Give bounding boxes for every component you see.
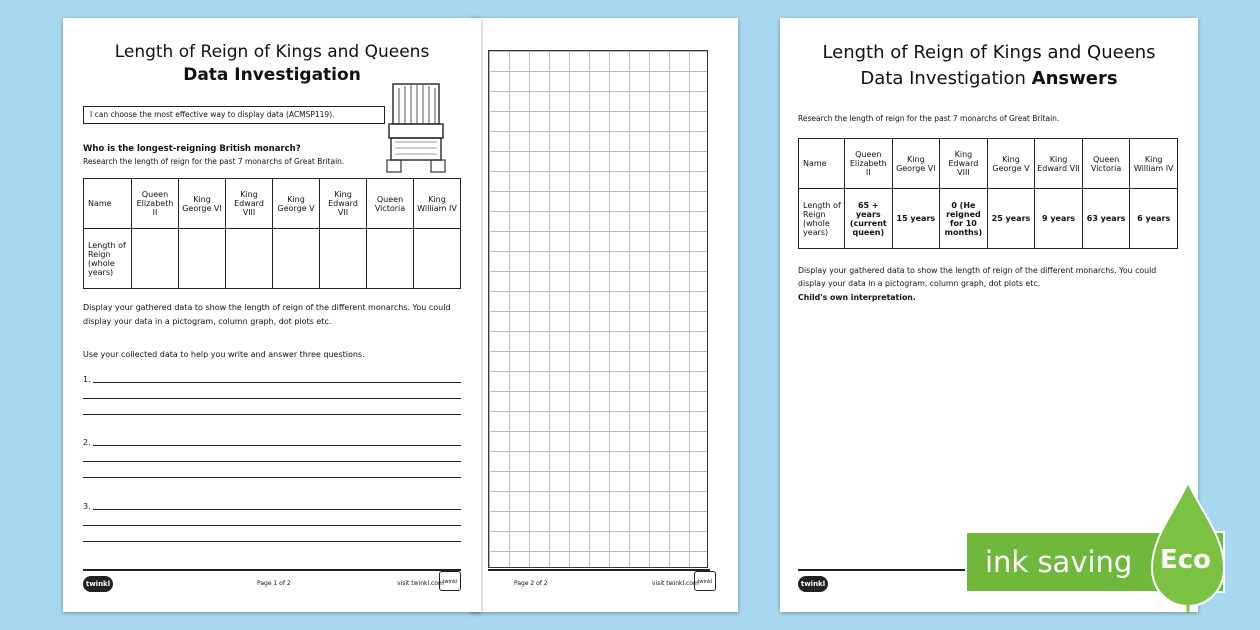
table-value-cell: 25 years	[987, 189, 1035, 249]
page-title: Length of Reign of Kings and Queens	[114, 42, 430, 62]
graph-paper-grid[interactable]	[488, 50, 708, 568]
table-row-label: Length of Reign (whole years)	[799, 189, 845, 249]
table-cell-blank[interactable]	[320, 229, 367, 289]
table-row-label: Length of Reign (whole years)	[84, 229, 132, 289]
answers-table	[798, 138, 1178, 249]
answers-page	[780, 18, 1198, 612]
table-header-cell: King George V	[273, 179, 320, 229]
table-value-cell: 0 (He reigned for 10 months)	[940, 189, 988, 249]
answer-line[interactable]	[83, 541, 461, 542]
display-instruction: Display your gathered data to show the length of reign of the different monarchs. You could display your data in a pictogram, column graph, dot plots etc.	[83, 303, 451, 326]
research-instruction: Research the length of reign for the past 7 monarchs of Great Britain.	[798, 114, 1060, 123]
table-header-name: Name	[84, 179, 132, 229]
twinkl-badge-icon: twinkl	[694, 571, 716, 591]
table-header-cell: Queen Elizabeth II	[132, 179, 179, 229]
answer-line[interactable]	[93, 445, 461, 446]
table-value-cell: 65 + years (current queen)	[845, 189, 893, 249]
throne-illustration-icon	[385, 80, 447, 176]
page-number: Page 1 of 2	[257, 580, 291, 587]
page-title: Length of Reign of Kings and Queens	[822, 42, 1156, 63]
site-link[interactable]: visit twinkl.com	[397, 580, 444, 587]
table-header-cell: King George VI	[892, 139, 940, 189]
subtitle-bold: Answers	[1031, 68, 1118, 89]
page-subtitle	[780, 68, 1198, 89]
answer-line[interactable]	[83, 398, 461, 399]
worksheet-page-2	[470, 18, 738, 612]
table-header-cell: King Edward VIII	[940, 139, 988, 189]
answer-line[interactable]	[93, 382, 461, 383]
table-header-cell: Queen Victoria	[1082, 139, 1130, 189]
questions-instruction: Use your collected data to help you write and answer three questions.	[83, 350, 365, 359]
twinkl-badge-icon: twinkl	[439, 571, 461, 591]
interpretation-note: Child's own interpretation.	[798, 293, 916, 302]
ink-saving-label: ink saving	[985, 545, 1133, 579]
site-link[interactable]: visit twinkl.com	[652, 580, 699, 587]
table-value-cell: 6 years	[1130, 189, 1178, 249]
table-cell-blank[interactable]	[414, 229, 461, 289]
page-number: Page 2 of 2	[514, 580, 548, 587]
page-subtitle: Data Investigation	[183, 65, 361, 85]
table-cell-blank[interactable]	[179, 229, 226, 289]
twinkl-logo: twinkl	[83, 576, 113, 592]
table-header-cell: King George VI	[179, 179, 226, 229]
table-header-cell: King Edward VII	[1035, 139, 1083, 189]
question-number: 3.	[83, 502, 91, 511]
table-cell-blank[interactable]	[273, 229, 320, 289]
answer-line[interactable]	[83, 414, 461, 415]
footer-rule	[488, 569, 710, 571]
table-value-cell: 63 years	[1082, 189, 1130, 249]
table-header-name: Name	[799, 139, 845, 189]
answer-line[interactable]	[83, 477, 461, 478]
table-header-cell: King William IV	[1130, 139, 1178, 189]
table-header-cell: King Edward VII	[320, 179, 367, 229]
worksheet-page-1	[63, 18, 481, 612]
table-value-cell: 15 years	[892, 189, 940, 249]
display-instruction: Display your gathered data to show the length of reign of the different monarchs. You could display your data in a pictogram, column graph, dot plots etc.	[798, 266, 1157, 288]
table-header-cell: King George V	[987, 139, 1035, 189]
question-heading: Who is the longest-reigning British monarch?	[83, 144, 301, 154]
table-cell-blank[interactable]	[226, 229, 273, 289]
reign-table	[83, 178, 461, 289]
table-header-cell: King Edward VIII	[226, 179, 273, 229]
twinkl-logo: twinkl	[798, 576, 828, 592]
question-number: 1.	[83, 375, 91, 384]
table-header-cell: King William IV	[414, 179, 461, 229]
table-cell-blank[interactable]	[132, 229, 179, 289]
answer-line[interactable]	[83, 461, 461, 462]
eco-word: Eco	[1160, 545, 1212, 575]
subtitle-normal: Data Investigation	[860, 68, 1026, 89]
footer-rule	[83, 569, 461, 571]
answer-line[interactable]	[83, 525, 461, 526]
research-instruction: Research the length of reign for the past 7 monarchs of Great Britain.	[83, 157, 345, 166]
table-header-cell: Queen Elizabeth II	[845, 139, 893, 189]
answer-line[interactable]	[93, 509, 461, 510]
table-value-cell: 9 years	[1035, 189, 1083, 249]
question-number: 2.	[83, 438, 91, 447]
table-header-cell: Queen Victoria	[367, 179, 414, 229]
table-cell-blank[interactable]	[367, 229, 414, 289]
objective-box: I can choose the most effective way to display data (ACMSP119).	[83, 106, 385, 124]
